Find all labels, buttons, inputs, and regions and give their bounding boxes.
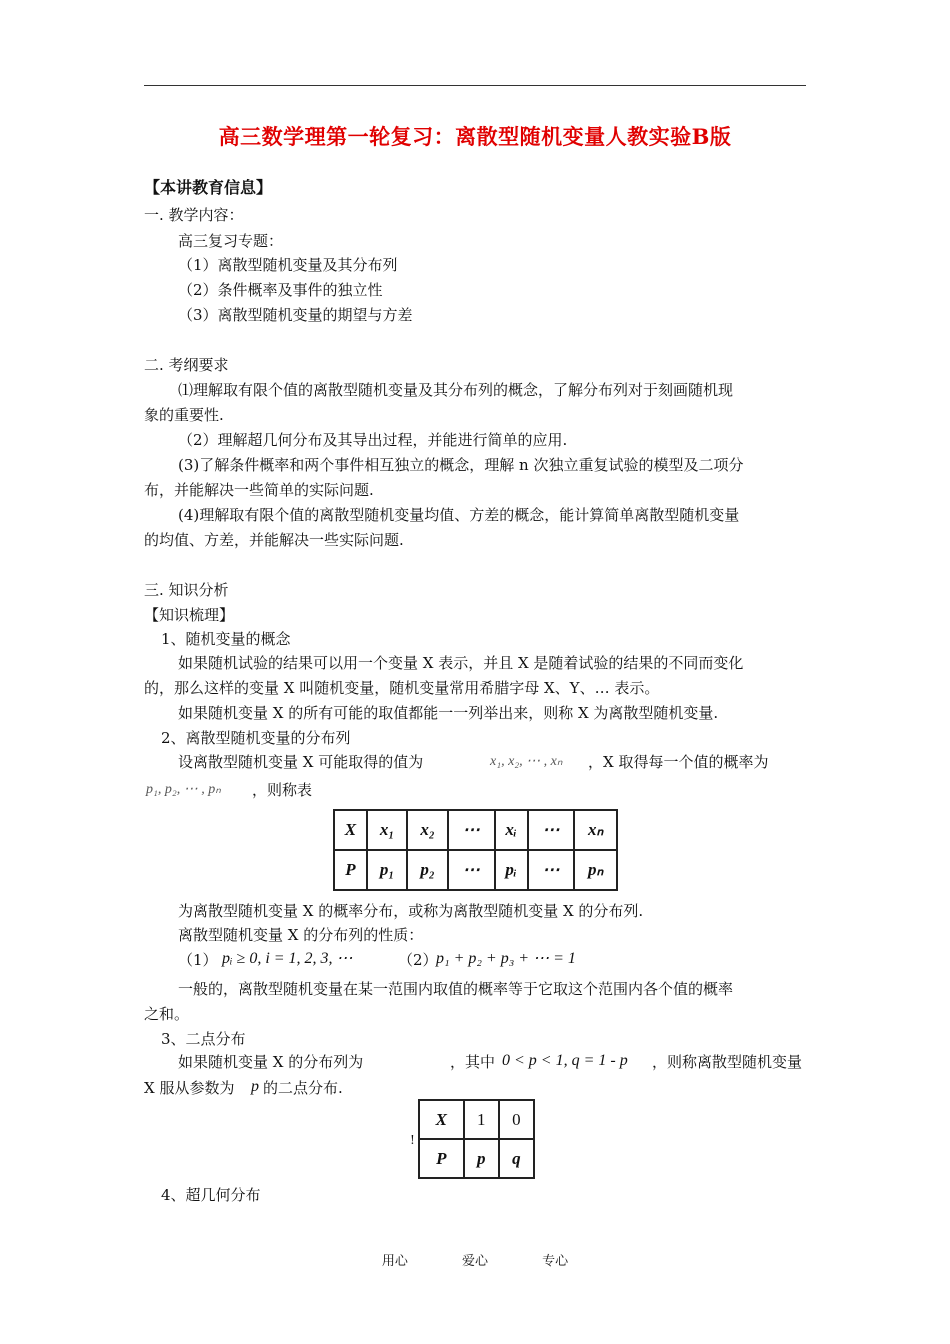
s2-heading: 二. 考纲要求: [144, 356, 229, 374]
s1-item: （2）条件概率及事件的独立性: [178, 281, 383, 299]
k3-p2b: 的二点分布.: [263, 1079, 343, 1097]
k4-title: 4、超几何分布: [161, 1186, 261, 1204]
k3-p1c: ，则称离散型随机变量: [652, 1053, 803, 1071]
s2-p3a: (3)了解条件概率和两个事件相互独立的概念，理解 n 次独立重复试验的模型及二项分: [178, 456, 744, 474]
cell: ⋯: [448, 810, 495, 850]
cell: q: [499, 1139, 534, 1178]
cell: 1: [464, 1100, 499, 1139]
prop1-formula: pᵢ ≥ 0, i = 1, 2, 3, ⋯: [222, 950, 353, 967]
cell: P: [334, 850, 367, 890]
cell: ⋯: [528, 850, 575, 890]
cell: xᵢ: [495, 810, 528, 850]
prop1-label: （1）: [178, 951, 218, 969]
k2-x-values: x₁, x₂, ⋯ , xₙ: [490, 754, 563, 769]
k2-p1a: 设离散型随机变量 X 可能取得的值为: [178, 753, 424, 771]
cell: p₁: [367, 850, 407, 890]
k2-p2: 为离散型随机变量 X 的概率分布，或称为离散型随机变量 X 的分布列.: [178, 902, 644, 920]
s2-p3b: 布，并能解决一些简单的实际问题.: [144, 481, 374, 499]
k2-p1b: ，X 取得每一个值的概率为: [588, 753, 769, 771]
margin-mark: !: [410, 1133, 415, 1147]
cell: pᵢ: [495, 850, 528, 890]
s2-p2: （2）理解超几何分布及其导出过程，并能进行简单的应用.: [178, 431, 568, 449]
k1-p1b: 的，那么这样的变量 X 叫随机变量，随机变量常用希腊字母 X、Y、… 表示。: [144, 679, 660, 697]
k2-p4b: 之和。: [144, 1005, 190, 1023]
k2-p3: 离散型随机变量 X 的分布列的性质：: [178, 926, 424, 944]
s1-item: （1）离散型随机变量及其分布列: [178, 256, 398, 274]
k3-title: 3、二点分布: [161, 1030, 246, 1048]
k3-p1a: 如果随机变量 X 的分布列为: [178, 1053, 364, 1071]
k3-p2a: X 服从参数为: [144, 1079, 235, 1097]
k2-p4a: 一般的，离散型随机变量在某一范围内取值的概率等于它取这个范围内各个值的概率: [178, 980, 734, 998]
k2-title: 2、离散型随机变量的分布列: [161, 729, 351, 747]
cell: 0: [499, 1100, 534, 1139]
s1-heading: 一. 教学内容：: [144, 206, 244, 224]
k1-p2: 如果随机变量 X 的所有可能的取值都能一一列举出来，则称 X 为离散型随机变量.: [178, 704, 719, 722]
footer-text: 用心: [381, 1254, 408, 1269]
distribution-table: [333, 809, 618, 891]
s2-p4a: (4)理解取有限个值的离散型随机变量均值、方差的概念，能计算简单离散型随机变量: [178, 506, 740, 524]
cell: X: [419, 1100, 464, 1139]
s1-item: （3）离散型随机变量的期望与方差: [178, 306, 413, 324]
k3-condition: 0 < p < 1, q = 1 - p: [502, 1052, 628, 1069]
top-rule: [144, 85, 806, 86]
k1-title: 1、随机变量的概念: [161, 630, 291, 648]
cell: X: [334, 810, 367, 850]
section-header: 【本讲教育信息】: [144, 178, 273, 197]
k1-p1a: 如果随机试验的结果可以用一个变量 X 表示，并且 X 是随着试验的结果的不同而变化: [178, 654, 744, 672]
k3-p1b: ，其中: [450, 1053, 496, 1071]
s2-p1a: ⑴理解取有限个值的离散型随机变量及其分布列的概念，了解分布列对于刻画随机现: [178, 381, 734, 399]
cell: p: [464, 1139, 499, 1178]
s3-sub: 【知识梳理】: [144, 606, 235, 624]
cell: xₙ: [574, 810, 617, 850]
s2-p1b: 象的重要性.: [144, 406, 224, 424]
s3-heading: 三. 知识分析: [144, 581, 229, 599]
page-title: 高三数学理第一轮复习：离散型随机变量人教实验B版: [218, 124, 732, 149]
cell: p₂: [407, 850, 447, 890]
k2-p1c: ，则称表: [252, 781, 313, 799]
footer-text: 爱心: [461, 1254, 488, 1269]
footer-text: 专心: [542, 1254, 569, 1269]
cell: x₁: [367, 810, 407, 850]
cell: P: [419, 1139, 464, 1178]
cell: pₙ: [574, 850, 617, 890]
s2-p4b: 的均值、方差，并能解决一些实际问题.: [144, 531, 404, 549]
prop2-label: （2）: [398, 951, 438, 969]
k2-p-values: p₁, p₂, ⋯ , pₙ: [146, 782, 221, 797]
k3-param: p: [251, 1078, 259, 1095]
cell: ⋯: [448, 850, 495, 890]
s1-sub: 高三复习专题：: [178, 232, 284, 250]
page-footer: [0, 1250, 950, 1269]
prop2-formula: p₁ + p₂ + p₃ + ⋯ = 1: [436, 950, 576, 967]
cell: x₂: [407, 810, 447, 850]
two-point-table: [418, 1099, 535, 1179]
cell: ⋯: [528, 810, 575, 850]
